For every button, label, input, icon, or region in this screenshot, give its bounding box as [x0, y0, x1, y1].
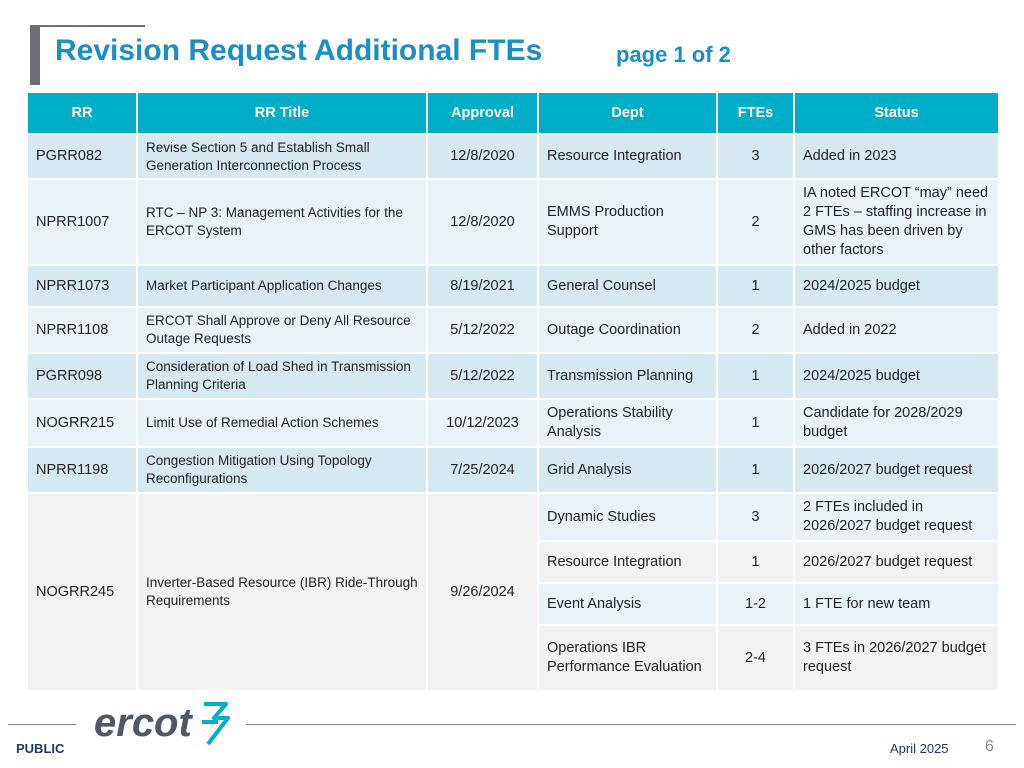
classification-label: PUBLIC [16, 741, 65, 756]
table-row [27, 447, 999, 493]
cell-approval: 12/8/2020 [427, 179, 538, 265]
cell-rr: NPRR1198 [27, 447, 137, 493]
cell-title: Market Participant Application Changes [137, 265, 427, 307]
cell-ftes: 3 [717, 134, 794, 179]
cell-title: Consideration of Load Shed in Transmission Planning Criteria [137, 353, 427, 399]
cell-ftes: 1 [717, 353, 794, 399]
cell-ftes: 3 [717, 493, 794, 541]
cell-status: Added in 2023 [794, 134, 999, 179]
cell-status: Added in 2022 [794, 307, 999, 353]
column-header-status: Status [794, 92, 999, 134]
bolt-icon [202, 704, 228, 744]
cell-dept: Event Analysis [538, 583, 717, 625]
cell-rr: NOGRR245 [27, 493, 137, 691]
logo-wordmark: ercot [94, 701, 192, 745]
cell-status: 2 FTEs included in 2026/2027 budget request [794, 493, 999, 541]
cell-dept: Dynamic Studies [538, 493, 717, 541]
footer-divider-left [8, 724, 76, 725]
cell-dept: Grid Analysis [538, 447, 717, 493]
cell-title: Inverter-Based Resource (IBR) Ride-Through Requirements [137, 493, 427, 691]
footer-date: April 2025 [890, 741, 949, 756]
cell-rr: PGRR082 [27, 134, 137, 179]
cell-status: 2026/2027 budget request [794, 541, 999, 583]
cell-status: IA noted ERCOT “may” need 2 FTEs – staffing increase in GMS has been driven by other factors [794, 179, 999, 265]
title-top-line [30, 25, 145, 27]
cell-ftes: 1 [717, 265, 794, 307]
fte-table [26, 91, 1000, 692]
table-header-row [27, 92, 999, 134]
cell-status: 2024/2025 budget [794, 265, 999, 307]
table-row [27, 353, 999, 399]
table-row [27, 493, 999, 541]
cell-approval: 12/8/2020 [427, 134, 538, 179]
page-number: 6 [985, 738, 994, 755]
cell-ftes: 2 [717, 307, 794, 353]
cell-dept: EMMS Production Support [538, 179, 717, 265]
ercot-logo [94, 698, 234, 752]
column-header-rr-title: RR Title [137, 92, 427, 134]
cell-dept: Outage Coordination [538, 307, 717, 353]
cell-rr: NPRR1007 [27, 179, 137, 265]
cell-dept: Operations IBR Performance Evaluation [538, 625, 717, 691]
cell-rr: NOGRR215 [27, 399, 137, 447]
table-row [27, 307, 999, 353]
cell-approval: 9/26/2024 [427, 493, 538, 691]
table-row [27, 179, 999, 265]
cell-ftes: 1 [717, 541, 794, 583]
cell-dept: Operations Stability Analysis [538, 399, 717, 447]
cell-status: 3 FTEs in 2026/2027 budget request [794, 625, 999, 691]
cell-rr: NPRR1108 [27, 307, 137, 353]
cell-title: Revise Section 5 and Establish Small Generation Interconnection Process [137, 134, 427, 179]
cell-approval: 10/12/2023 [427, 399, 538, 447]
page-indicator: page 1 of 2 [616, 42, 731, 67]
cell-approval: 5/12/2022 [427, 353, 538, 399]
cell-approval: 5/12/2022 [427, 307, 538, 353]
table-row [27, 399, 999, 447]
cell-title: Congestion Mitigation Using Topology Reconfigurations [137, 447, 427, 493]
cell-status: 2026/2027 budget request [794, 447, 999, 493]
cell-dept: Resource Integration [538, 541, 717, 583]
page-title: Revision Request Additional FTEs [55, 34, 543, 67]
cell-title: ERCOT Shall Approve or Deny All Resource Outage Requests [137, 307, 427, 353]
table-row [27, 265, 999, 307]
cell-status: Candidate for 2028/2029 budget [794, 399, 999, 447]
column-header-ftes: FTEs [717, 92, 794, 134]
cell-title: RTC – NP 3: Management Activities for the ERCOT System [137, 179, 427, 265]
column-header-approval: Approval [427, 92, 538, 134]
footer-divider-right [246, 724, 1016, 725]
cell-ftes: 2 [717, 179, 794, 265]
cell-approval: 7/25/2024 [427, 447, 538, 493]
cell-rr: PGRR098 [27, 353, 137, 399]
cell-title: Limit Use of Remedial Action Schemes [137, 399, 427, 447]
column-header-dept: Dept [538, 92, 717, 134]
cell-ftes: 1 [717, 447, 794, 493]
cell-status: 1 FTE for new team [794, 583, 999, 625]
cell-dept: Resource Integration [538, 134, 717, 179]
cell-ftes: 2-4 [717, 625, 794, 691]
cell-ftes: 1-2 [717, 583, 794, 625]
cell-dept: General Counsel [538, 265, 717, 307]
cell-status: 2024/2025 budget [794, 353, 999, 399]
cell-dept: Transmission Planning [538, 353, 717, 399]
cell-ftes: 1 [717, 399, 794, 447]
title-accent-bar [30, 25, 40, 85]
cell-rr: NPRR1073 [27, 265, 137, 307]
column-header-rr: RR [27, 92, 137, 134]
cell-approval: 8/19/2021 [427, 265, 538, 307]
table-row [27, 134, 999, 179]
